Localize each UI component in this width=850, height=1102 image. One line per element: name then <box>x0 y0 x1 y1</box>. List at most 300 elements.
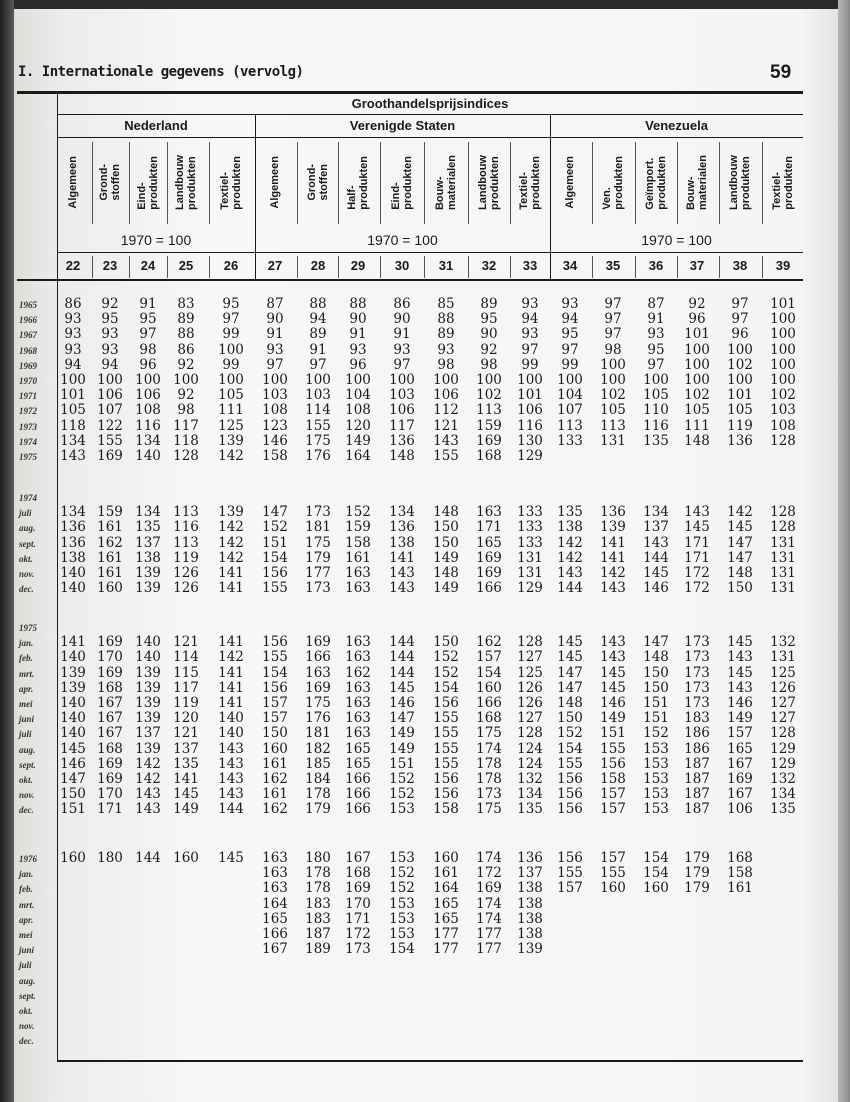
table-cell: 141 <box>218 695 244 711</box>
table-cell: 177 <box>433 941 459 958</box>
table-cell: 99 <box>561 356 579 373</box>
column-header <box>764 140 802 225</box>
table-cell: 142 <box>218 534 244 551</box>
table-cell: 155 <box>433 725 459 742</box>
table-cell: 169 <box>727 771 753 787</box>
table-cell: 153 <box>643 801 669 818</box>
table-cell: 167 <box>97 695 123 711</box>
column-divider <box>762 142 763 224</box>
table-cell: 160 <box>600 880 626 897</box>
table-cell: 139 <box>60 664 86 681</box>
table-cell: 132 <box>770 771 796 787</box>
table-cell: 118 <box>60 417 86 434</box>
table-cell: 170 <box>97 649 123 666</box>
row-label: jan. <box>19 638 34 649</box>
table-cell: 163 <box>345 649 371 666</box>
table-cell: 142 <box>135 771 161 787</box>
table-cell: 110 <box>643 402 669 419</box>
table-cell: 97 <box>309 356 327 373</box>
table-cell: 131 <box>770 565 796 581</box>
table-cell: 92 <box>101 296 119 312</box>
table-cell: 175 <box>476 801 502 818</box>
table-cell: 163 <box>345 634 371 651</box>
table-cell: 146 <box>262 432 288 449</box>
table-cell: 167 <box>727 786 753 803</box>
column-header-label: Half- produkten <box>346 155 370 210</box>
column-number: 33 <box>522 258 538 273</box>
table-cell: 126 <box>770 679 796 696</box>
table-cell: 160 <box>643 880 669 897</box>
table-cell: 165 <box>476 534 502 551</box>
table-cell: 148 <box>557 695 583 711</box>
table-cell: 170 <box>97 786 123 803</box>
table-cell: 139 <box>135 695 161 711</box>
scan-binding-edge <box>0 0 14 1102</box>
table-cell: 145 <box>600 679 626 696</box>
table-cell: 168 <box>97 740 123 757</box>
column-header <box>129 140 167 225</box>
table-cell: 143 <box>600 580 626 597</box>
column-divider <box>762 256 763 278</box>
table-cell: 149 <box>173 801 199 818</box>
table-cell: 155 <box>262 649 288 666</box>
table-cell: 184 <box>305 771 331 787</box>
table-cell: 143 <box>557 565 583 581</box>
table-cell: 169 <box>97 771 123 787</box>
table-cell: 133 <box>517 504 543 521</box>
table-cell: 89 <box>437 326 455 343</box>
table-cell: 154 <box>476 664 502 681</box>
table-cell: 163 <box>345 710 371 727</box>
column-header-label: Textiel- produkten <box>219 155 243 210</box>
column-divider <box>468 142 469 224</box>
table-cell: 142 <box>218 519 244 536</box>
table-cell: 157 <box>476 649 502 666</box>
table-cell: 113 <box>173 534 199 551</box>
table-cell: 119 <box>727 417 753 434</box>
table-cell: 162 <box>97 534 123 551</box>
table-cell: 153 <box>643 755 669 772</box>
table-cell: 179 <box>684 850 710 866</box>
table-cell: 156 <box>557 850 583 866</box>
table-cell: 86 <box>393 296 411 312</box>
table-cell: 100 <box>770 341 796 358</box>
table-cell: 147 <box>727 549 753 566</box>
table-cell: 145 <box>557 634 583 651</box>
table-cell: 152 <box>643 725 669 742</box>
table-cell: 93 <box>393 341 411 358</box>
table-cell: 83 <box>177 296 195 312</box>
table-cell: 179 <box>305 549 331 566</box>
table-cell: 136 <box>60 519 86 536</box>
table-cell: 157 <box>262 710 288 727</box>
row-label: aug. <box>19 744 36 755</box>
column-number: 36 <box>648 258 664 273</box>
table-cell: 183 <box>305 895 331 912</box>
column-header-label: Eind- produkten <box>390 155 414 210</box>
table-cell: 88 <box>309 296 327 312</box>
table-cell: 186 <box>684 725 710 742</box>
table-cell: 97 <box>561 341 579 358</box>
table-cell: 153 <box>389 895 415 912</box>
row-label: 1969 <box>19 360 37 371</box>
column-header-label: Textiel- produkten <box>771 155 795 210</box>
table-cell: 173 <box>684 649 710 666</box>
row-label: 1966 <box>19 315 37 326</box>
table-cell: 144 <box>218 801 244 818</box>
table-cell: 163 <box>262 865 288 882</box>
row-label: jan. <box>19 869 34 880</box>
row-label: aug. <box>19 523 36 534</box>
table-cell: 127 <box>517 649 543 666</box>
table-cell: 95 <box>561 326 579 343</box>
table-cell: 100 <box>433 372 459 388</box>
table-cell: 131 <box>770 534 796 551</box>
column-number: 25 <box>178 258 194 273</box>
table-cell: 156 <box>262 679 288 696</box>
table-cell: 169 <box>97 664 123 681</box>
table-cell: 97 <box>604 311 622 328</box>
table-cell: 156 <box>433 786 459 803</box>
table-cell: 156 <box>262 634 288 651</box>
table-cell: 160 <box>433 850 459 866</box>
table-cell: 145 <box>60 740 86 757</box>
table-cell: 105 <box>643 387 669 404</box>
table-cell: 147 <box>557 664 583 681</box>
table-cell: 157 <box>557 880 583 897</box>
table-cell: 117 <box>173 417 199 434</box>
table-cell: 140 <box>60 695 86 711</box>
table-cell: 96 <box>349 356 367 373</box>
table-cell: 171 <box>684 534 710 551</box>
table-cell: 165 <box>727 740 753 757</box>
table-cell: 98 <box>139 341 157 358</box>
table-cell: 89 <box>309 326 327 343</box>
row-label: 1975 <box>19 623 37 633</box>
table-cell: 101 <box>684 326 710 343</box>
table-cell: 176 <box>305 448 331 464</box>
table-cell: 149 <box>433 549 459 566</box>
table-cell: 129 <box>517 448 543 464</box>
table-cell: 129 <box>517 580 543 597</box>
scan-top-edge <box>0 0 850 9</box>
column-header-label: Bouw- materialen <box>685 154 709 211</box>
column-divider <box>424 256 425 278</box>
table-cell: 144 <box>389 649 415 666</box>
column-header <box>594 140 632 225</box>
table-cell: 146 <box>600 695 626 711</box>
row-label: juli <box>19 729 32 740</box>
table-cell: 99 <box>521 356 539 373</box>
table-cell: 139 <box>517 941 543 958</box>
table-cell: 140 <box>135 448 161 464</box>
table-cell: 85 <box>437 296 455 312</box>
row-label: dec. <box>19 1036 34 1047</box>
table-cell: 151 <box>60 801 86 818</box>
table-cell: 153 <box>389 801 415 818</box>
table-cell: 134 <box>389 504 415 521</box>
table-cell: 167 <box>345 850 371 866</box>
table-cell: 160 <box>262 740 288 757</box>
table-cell: 98 <box>177 402 195 419</box>
table-cell: 177 <box>433 926 459 942</box>
table-cell: 152 <box>262 519 288 536</box>
table-cell: 173 <box>305 580 331 597</box>
table-cell: 122 <box>97 417 123 434</box>
table-cell: 156 <box>262 565 288 581</box>
table-cell: 93 <box>349 341 367 358</box>
table-cell: 154 <box>557 740 583 757</box>
table-cell: 164 <box>262 895 288 912</box>
row-label: 1972 <box>19 406 37 417</box>
table-cell: 125 <box>218 417 244 434</box>
table-cell: 154 <box>262 664 288 681</box>
table-cell: 157 <box>600 801 626 818</box>
table-cell: 120 <box>173 710 199 727</box>
table-cell: 91 <box>266 326 284 343</box>
table-cell: 158 <box>262 448 288 464</box>
table-cell: 106 <box>97 387 123 404</box>
table-cell: 143 <box>600 634 626 651</box>
table-cell: 127 <box>770 695 796 711</box>
column-header-label: Geïmport. produkten <box>644 155 668 210</box>
table-cell: 150 <box>433 634 459 651</box>
table-cell: 133 <box>557 432 583 449</box>
column-number: 29 <box>350 258 366 273</box>
table-cell: 145 <box>557 649 583 666</box>
row-label: sept. <box>19 538 36 549</box>
table-cell: 144 <box>389 664 415 681</box>
table-cell: 143 <box>218 771 244 787</box>
table-cell: 100 <box>218 372 244 388</box>
table-cell: 100 <box>770 326 796 343</box>
table-cell: 177 <box>305 565 331 581</box>
group-venezuela: Venezuela <box>645 118 708 133</box>
row-label: juli <box>19 960 32 971</box>
table-cell: 169 <box>345 880 371 897</box>
table-cell: 186 <box>684 740 710 757</box>
table-cell: 137 <box>517 865 543 882</box>
table-cell: 144 <box>135 850 161 866</box>
table-cell: 161 <box>262 786 288 803</box>
row-label: 1974 <box>19 493 37 503</box>
table-cell: 139 <box>135 740 161 757</box>
table-cell: 166 <box>262 926 288 942</box>
table-cell: 128 <box>770 504 796 521</box>
table-cell: 116 <box>135 417 161 434</box>
table-cell: 139 <box>135 565 161 581</box>
table-cell: 157 <box>600 786 626 803</box>
table-cell: 142 <box>135 755 161 772</box>
table-cell: 117 <box>173 679 199 696</box>
table-cell: 172 <box>684 565 710 581</box>
table-cell: 140 <box>60 580 86 597</box>
table-cell: 134 <box>770 786 796 803</box>
table-cell: 119 <box>173 695 199 711</box>
table-cell: 121 <box>433 417 459 434</box>
column-number: 32 <box>481 258 497 273</box>
column-divider <box>635 256 636 278</box>
table-cell: 90 <box>349 311 367 328</box>
table-cell: 143 <box>60 448 86 464</box>
table-cell: 117 <box>389 417 415 434</box>
table-cell: 156 <box>433 771 459 787</box>
table-cell: 114 <box>305 402 331 419</box>
table-cell: 166 <box>476 580 502 597</box>
table-cell: 148 <box>643 649 669 666</box>
table-cell: 159 <box>476 417 502 434</box>
column-header <box>721 140 759 225</box>
column-divider <box>167 256 168 278</box>
table-cell: 145 <box>684 519 710 536</box>
table-cell: 105 <box>727 402 753 419</box>
group-verenigde-staten: Verenigde Staten <box>349 118 456 133</box>
table-cell: 172 <box>684 580 710 597</box>
table-cell: 163 <box>345 580 371 597</box>
table-cell: 150 <box>643 679 669 696</box>
row-label: 1968 <box>19 345 37 356</box>
rule <box>57 114 803 115</box>
table-cell: 130 <box>517 432 543 449</box>
table-cell: 105 <box>60 402 86 419</box>
table-cell: 174 <box>476 895 502 912</box>
table-cell: 178 <box>476 771 502 787</box>
table-cell: 152 <box>389 771 415 787</box>
table-cell: 174 <box>476 740 502 757</box>
table-cell: 103 <box>262 387 288 404</box>
table-cell: 169 <box>305 679 331 696</box>
table-cell: 142 <box>218 649 244 666</box>
table-cell: 100 <box>476 372 502 388</box>
table-cell: 131 <box>770 580 796 597</box>
table-cell: 140 <box>60 710 86 727</box>
column-divider <box>297 142 298 224</box>
table-cell: 128 <box>517 725 543 742</box>
table-cell: 156 <box>557 771 583 787</box>
table-cell: 98 <box>604 341 622 358</box>
table-cell: 140 <box>135 649 161 666</box>
table-cell: 97 <box>393 356 411 373</box>
table-cell: 126 <box>517 695 543 711</box>
table-cell: 153 <box>643 740 669 757</box>
table-cell: 152 <box>389 880 415 897</box>
column-divider <box>297 256 298 278</box>
table-cell: 124 <box>517 740 543 757</box>
column-header <box>167 140 205 225</box>
row-label: juni <box>19 714 35 725</box>
table-cell: 101 <box>770 296 796 312</box>
table-cell: 97 <box>731 311 749 328</box>
column-number: 27 <box>267 258 283 273</box>
table-cell: 133 <box>517 519 543 536</box>
table-cell: 149 <box>433 580 459 597</box>
table-cell: 163 <box>305 664 331 681</box>
column-number: 23 <box>102 258 118 273</box>
row-label: 1971 <box>19 391 37 402</box>
table-cell: 131 <box>517 549 543 566</box>
table-cell: 134 <box>60 504 86 521</box>
table-cell: 161 <box>97 565 123 581</box>
table-cell: 113 <box>600 417 626 434</box>
table-cell: 141 <box>218 580 244 597</box>
table-cell: 106 <box>433 387 459 404</box>
row-label: sept. <box>19 759 36 770</box>
table-cell: 102 <box>600 387 626 404</box>
table-cell: 93 <box>101 341 119 358</box>
table-cell: 175 <box>305 534 331 551</box>
table-cell: 177 <box>476 941 502 958</box>
table-cell: 100 <box>173 372 199 388</box>
table-cell: 89 <box>177 311 195 328</box>
table-cell: 100 <box>770 356 796 373</box>
table-cell: 131 <box>600 432 626 449</box>
table-cell: 154 <box>433 679 459 696</box>
table-cell: 95 <box>101 311 119 328</box>
table-cell: 157 <box>727 725 753 742</box>
table-cell: 144 <box>643 549 669 566</box>
column-header-label: Algemeen <box>269 156 281 209</box>
table-cell: 128 <box>770 519 796 536</box>
table-cell: 93 <box>64 341 82 358</box>
table-cell: 162 <box>345 664 371 681</box>
table-cell: 100 <box>218 341 244 358</box>
table-cell: 140 <box>218 725 244 742</box>
table-cell: 88 <box>437 311 455 328</box>
table-cell: 103 <box>389 387 415 404</box>
table-cell: 138 <box>389 534 415 551</box>
table-cell: 123 <box>262 417 288 434</box>
table-cell: 163 <box>345 565 371 581</box>
table-cell: 102 <box>727 356 753 373</box>
column-divider <box>510 256 511 278</box>
table-cell: 159 <box>97 504 123 521</box>
table-cell: 116 <box>173 519 199 536</box>
table-cell: 138 <box>517 910 543 927</box>
table-cell: 102 <box>684 387 710 404</box>
table-cell: 163 <box>345 725 371 742</box>
row-label: okt. <box>19 553 33 564</box>
table-cell: 141 <box>60 634 86 651</box>
table-cell: 155 <box>262 580 288 597</box>
table-cell: 93 <box>64 326 82 343</box>
group-nederland: Nederland <box>124 118 188 133</box>
table-cell: 129 <box>770 755 796 772</box>
table-cell: 145 <box>600 664 626 681</box>
table-cell: 139 <box>135 710 161 727</box>
table-cell: 150 <box>60 786 86 803</box>
column-header-label: Eind- produkten <box>136 155 160 210</box>
table-cell: 87 <box>647 296 665 312</box>
table-cell: 167 <box>727 755 753 772</box>
column-header <box>470 140 508 225</box>
table-cell: 97 <box>604 296 622 312</box>
table-cell: 163 <box>476 504 502 521</box>
table-cell: 134 <box>517 786 543 803</box>
table-cell: 160 <box>97 580 123 597</box>
table-cell: 166 <box>345 801 371 818</box>
table-cell: 181 <box>305 725 331 742</box>
table-cell: 90 <box>266 311 284 328</box>
column-divider <box>338 256 339 278</box>
row-label: mrt. <box>19 668 35 679</box>
table-cell: 93 <box>101 326 119 343</box>
table-cell: 143 <box>600 649 626 666</box>
table-cell: 97 <box>647 356 665 373</box>
column-divider <box>209 256 210 278</box>
table-cell: 140 <box>60 565 86 581</box>
table-cell: 105 <box>684 402 710 419</box>
column-divider <box>719 142 720 224</box>
